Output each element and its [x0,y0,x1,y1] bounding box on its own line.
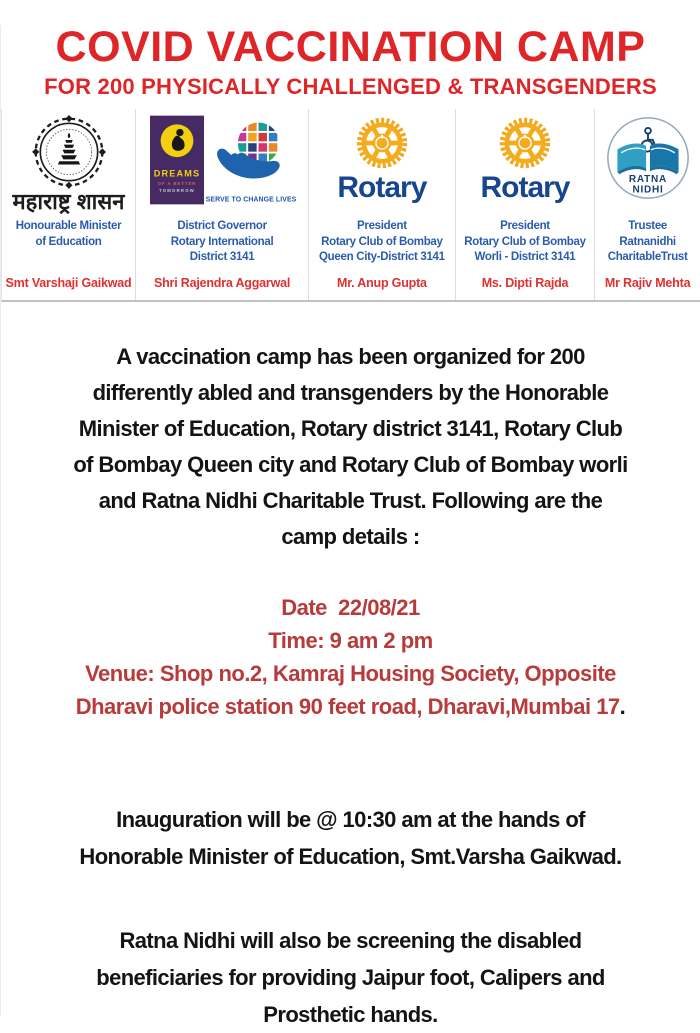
organizer-cell-maharashtra [2,109,136,300]
organizer-cell-rotary-queen-city [309,109,456,300]
organizer-name: Ms. Dipti Rajda [481,276,569,291]
role-caption: District Governor Rotary International District 3141 [170,220,274,264]
ratna-nidhi-logo-icon [605,115,691,201]
role-caption: President Rotary Club of Bombay Worli - District 3141 [464,220,586,264]
dreams-of-a-better-tomorrow-icon [150,115,204,205]
maharashtra-shasan-label: महाराष्ट्र शासन [12,189,125,215]
maharashtra-emblem-icon [32,115,106,189]
intro-paragraph: A vaccination camp has been organized for 200 differently abled and transgenders by the Honorable Minister of Education, Rotary district 3141, Rotary Club of Bombay Queen city and Rotary Club of Bombay worli and Ratna Nidhi Charitable Trust. Following are the camp details : [73,344,628,550]
rotary-wordmark: Rotary [480,171,570,205]
page-subtitle: FOR 200 PHYSICALLY CHALLENGED & TRANSGENDERS [44,74,657,100]
screening-paragraph: Ratna Nidhi will also be screening the disabled beneficiaries for providing Jaipur foot, Calipers and Prosthetic hands. [96,928,605,1028]
rotary-wordmark: Rotary [337,171,427,205]
svg-text:DREAMS: DREAMS [153,168,201,179]
venue-terminal-period: . [619,694,626,720]
role-caption: Trustee Ratnanidhi CharitableTrust [607,220,688,264]
svg-text:TOMORROW: TOMORROW [159,187,196,193]
organizer-cell-district-governor [136,109,309,300]
organizer-name: Shri Rajendra Aggarwal [153,276,291,291]
page-title: COVID VACCINATION CAMP [55,23,646,71]
organizer-name: Smt Varshaji Gaikwad [5,276,132,291]
vaccination-camp-flyer [0,23,700,1028]
time-line: Time: 9 am 2 pm [268,628,433,654]
role-caption: President Rotary Club of Bombay Queen City-District 3141 [319,220,445,264]
svg-text:OF A BETTER: OF A BETTER [157,181,197,187]
camp-details [1,591,700,723]
svg-text:RATNA: RATNA [628,174,667,186]
organizer-name: Mr. Anup Gupta [337,276,427,291]
organizers-strip [1,109,700,302]
role-caption: Honourable Minister of Education [15,220,122,248]
rotary-wheel-icon [354,115,410,171]
organizer-cell-ratna-nidhi [595,109,700,300]
svg-text:SERVE TO CHANGE LIVES: SERVE TO CHANGE LIVES [205,196,297,204]
venue-line-2: Dharavi police station 90 feet road, Dharavi,Mumbai 17. [75,694,626,720]
svg-text:NIDHI: NIDHI [632,184,664,196]
rotary-wheel-icon [497,115,553,171]
serve-to-change-lives-icon [205,115,297,209]
organizer-cell-rotary-worli [456,109,596,300]
venue-line-1: Venue: Shop no.2, Kamraj Housing Society, Opposite [85,661,616,687]
inauguration-paragraph: Inauguration will be @ 10:30 am at the hands of Honorable Minister of Education, Smt.Varsha Gaikwad. [79,807,622,870]
date-line: Date 22/08/21 [281,595,420,621]
organizer-name: Mr Rajiv Mehta [604,276,691,291]
